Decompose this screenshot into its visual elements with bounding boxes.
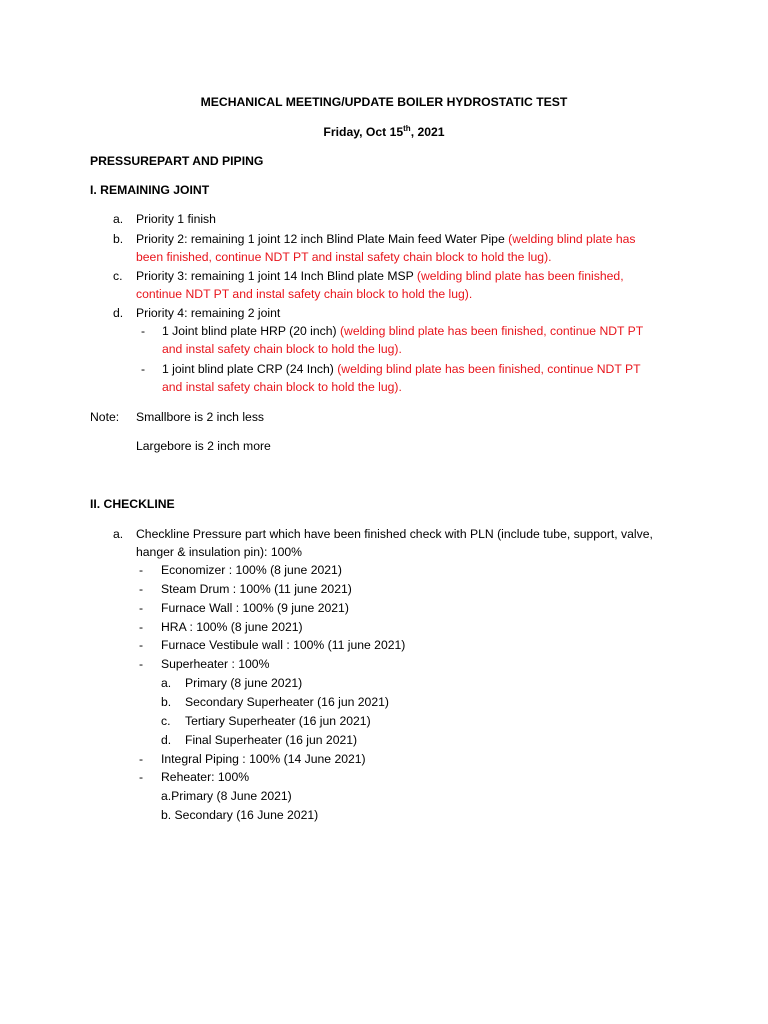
list-marker: - — [139, 601, 144, 615]
checkline-text: Checkline Pressure part which have been finished check with PLN (include tube, support, valve, — [136, 527, 653, 541]
date-text: Friday, Oct 15 — [323, 125, 404, 139]
joint-crp-text — [162, 361, 641, 377]
list-marker: c. — [161, 714, 171, 728]
list-marker: - — [139, 638, 144, 652]
list-item: Primary (8 june 2021) — [185, 676, 303, 690]
section-pressurepart-heading: PRESSUREPART AND PIPING — [90, 154, 264, 168]
joint-hrp-text — [162, 323, 643, 339]
joint-crp-label: 1 joint blind plate CRP (24 Inch) — [162, 362, 338, 376]
list-marker: b. — [161, 695, 172, 709]
list-item: Furnace Wall : 100% (9 june 2021) — [161, 601, 349, 615]
list-item: Integral Piping : 100% (14 June 2021) — [161, 752, 366, 766]
list-marker: - — [139, 563, 144, 577]
priority-2-note-cont: been finished, continue NDT PT and instal safety chain block to hold the lug). — [136, 250, 552, 264]
joint-crp-note-cont: and instal safety chain block to hold the lug). — [162, 380, 402, 394]
checkline-text-cont: hanger & insulation pin): 100% — [136, 545, 302, 559]
list-marker: - — [139, 752, 144, 766]
list-marker: d. — [161, 733, 172, 747]
list-marker: - — [141, 324, 146, 338]
joint-hrp-note-cont: and instal safety chain block to hold the lug). — [162, 342, 402, 356]
note-smallbore: Smallbore is 2 inch less — [136, 410, 265, 424]
list-marker: - — [139, 582, 144, 596]
list-marker: c. — [113, 269, 123, 283]
note-largebore: Largebore is 2 inch more — [136, 439, 271, 453]
list-item: Secondary Superheater (16 jun 2021) — [185, 695, 389, 709]
priority-1-text: Priority 1 finish — [136, 212, 216, 226]
list-marker: - — [139, 620, 144, 634]
priority-2-note: (welding blind plate has — [508, 232, 636, 246]
date-suffix: th — [403, 123, 411, 133]
list-item: a.Primary (8 June 2021) — [161, 789, 292, 803]
priority-3-note-cont: continue NDT PT and instal safety chain block to hold the lug). — [136, 287, 473, 301]
priority-4-text: Priority 4: remaining 2 joint — [136, 306, 281, 320]
joint-hrp-label: 1 Joint blind plate HRP (20 inch) — [162, 324, 340, 338]
priority-2-label: Priority 2: remaining 1 joint 12 inch Blind Plate Main feed Water Pipe — [136, 232, 509, 246]
priority-2-text — [136, 231, 636, 247]
joint-crp-note: (welding blind plate has been finished, continue NDT PT — [337, 362, 641, 376]
list-item: Furnace Vestibule wall : 100% (11 june 2021) — [161, 638, 406, 652]
list-item: Economizer : 100% (8 june 2021) — [161, 563, 342, 577]
list-marker: - — [139, 770, 144, 784]
priority-3-note: (welding blind plate has been finished, — [416, 269, 624, 283]
list-item: Reheater: 100% — [161, 770, 250, 784]
list-item: Final Superheater (16 jun 2021) — [185, 733, 358, 747]
list-marker: - — [139, 657, 144, 671]
note-label: Note: — [90, 410, 120, 424]
joint-hrp-note: (welding blind plate has been finished, continue NDT PT — [339, 324, 644, 338]
list-marker: a. — [113, 212, 124, 226]
list-item: b. Secondary (16 June 2021) — [161, 808, 319, 822]
section2-heading: II. CHECKLINE — [90, 497, 175, 511]
date-year: , 2021 — [410, 125, 445, 139]
list-marker: - — [141, 362, 146, 376]
list-marker: d. — [113, 306, 124, 320]
list-item: Steam Drum : 100% (11 june 2021) — [161, 582, 352, 596]
list-item: HRA : 100% (8 june 2021) — [161, 620, 303, 634]
document-date — [0, 124, 768, 140]
list-marker: b. — [113, 232, 124, 246]
priority-3-text — [136, 268, 624, 284]
document-title: MECHANICAL MEETING/UPDATE BOILER HYDROSTATIC TEST — [200, 95, 568, 109]
priority-3-label: Priority 3: remaining 1 joint 14 Inch Blind plate MSP — [136, 269, 417, 283]
section1-heading: I. REMAINING JOINT — [90, 183, 210, 197]
list-item: Superheater : 100% — [161, 657, 270, 671]
list-marker: a. — [113, 527, 124, 541]
list-item: Tertiary Superheater (16 jun 2021) — [185, 714, 371, 728]
list-marker: a. — [161, 676, 172, 690]
